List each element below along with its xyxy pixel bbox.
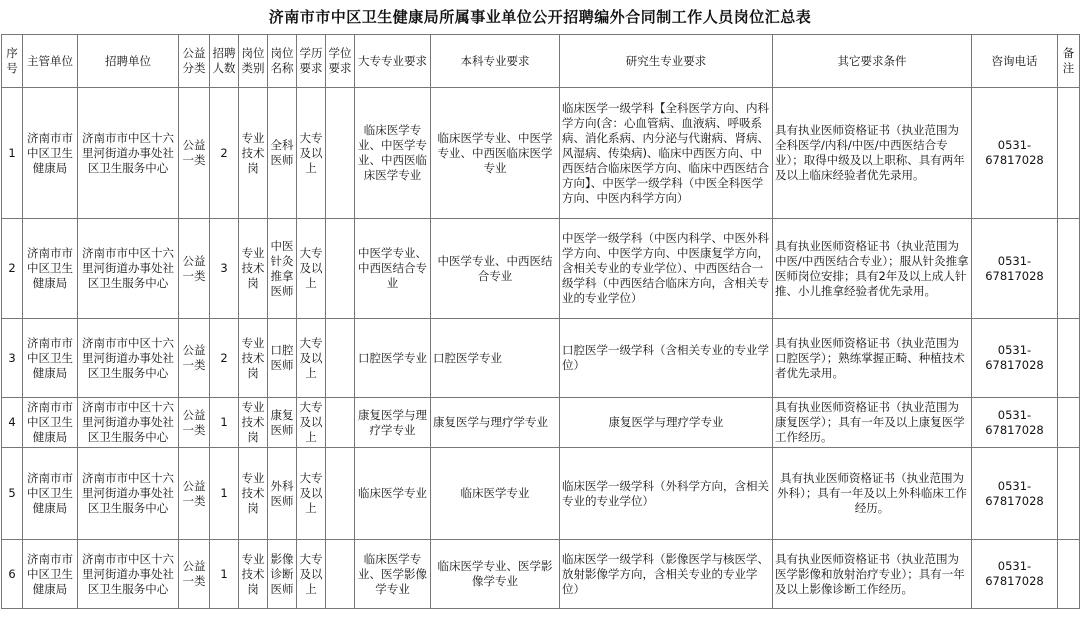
cell-major-graduate: 临床医学一级学科【全科医学方向、内科学方向(含：心血管病、血液病、呼吸系病、消化系病、内分泌与代谢病、肾病、风湿病、传染病)、临床中西医方向、中西医结合临床医学方向、临床中西医结合方向】、中医学一级学科（中医全科医学方向、中医内科学方向）: [560, 88, 773, 219]
header-cell: 大专专业要求: [355, 35, 431, 88]
cell-degree: [326, 398, 355, 448]
cell-post-type: 专业技术岗: [239, 219, 268, 319]
cell-major-graduate: 中医学一级学科（中医内科学、中医外科学方向、中医学方向、中医康复学方向，含相关专业的专业学位）、中西医结合一级学科（中西医结合临床方向，含相关专业的专业学位）: [560, 219, 773, 319]
cell-other: 具有执业医师资格证书（执业范围为口腔医学）；熟练掌握正畸、种植技术者优先录用。: [773, 319, 972, 398]
cell-phone: 0531-67817028: [972, 398, 1058, 448]
header-cell: 招聘单位: [78, 35, 179, 88]
cell-education: 大专及以上: [297, 540, 326, 609]
header-cell: 岗位名称: [268, 35, 297, 88]
cell-remark: [1058, 88, 1080, 219]
cell-degree: [326, 540, 355, 609]
cell-post-name: 康复医师: [268, 398, 297, 448]
table-row: [2, 319, 1080, 398]
header-cell: 序号: [2, 35, 23, 88]
cell-count: 2: [210, 88, 239, 219]
cell-dept: 济南市市中区卫生健康局: [23, 448, 78, 540]
table-row: [2, 219, 1080, 319]
cell-phone: 0531-67817028: [972, 319, 1058, 398]
cell-degree: [326, 88, 355, 219]
cell-other: 具有执业医师资格证书（执业范围为医学影像和放射治疗专业）；具有一年及以上影像诊断工作经历。: [773, 540, 972, 609]
cell-remark: [1058, 219, 1080, 319]
cell-education: 大专及以上: [297, 219, 326, 319]
header-cell: 本科专业要求: [431, 35, 560, 88]
header-cell: 主管单位: [23, 35, 78, 88]
cell-post-type: 专业技术岗: [239, 88, 268, 219]
header-cell: 学位要求: [326, 35, 355, 88]
cell-count: 1: [210, 448, 239, 540]
cell-post-name: 外科医师: [268, 448, 297, 540]
header-row: [2, 35, 1080, 88]
cell-major-college: 口腔医学专业: [355, 319, 431, 398]
cell-category: 公益一类: [179, 540, 210, 609]
cell-no: 3: [2, 319, 23, 398]
cell-no: 5: [2, 448, 23, 540]
cell-unit: 济南市市中区十六里河街道办事处社区卫生服务中心: [78, 219, 179, 319]
cell-no: 4: [2, 398, 23, 448]
cell-major-college: 康复医学与理疗学专业: [355, 398, 431, 448]
cell-dept: 济南市市中区卫生健康局: [23, 540, 78, 609]
cell-post-name: 口腔医师: [268, 319, 297, 398]
cell-category: 公益一类: [179, 448, 210, 540]
cell-remark: [1058, 319, 1080, 398]
cell-phone: 0531-67817028: [972, 540, 1058, 609]
cell-major-college: 临床医学专业: [355, 448, 431, 540]
cell-dept: 济南市市中区卫生健康局: [23, 219, 78, 319]
cell-major-bachelor: 临床医学专业、中医学专业、中西医临床医学专业: [431, 88, 560, 219]
header-cell: 备注: [1058, 35, 1080, 88]
cell-post-type: 专业技术岗: [239, 540, 268, 609]
cell-major-graduate: 康复医学与理疗学专业: [560, 398, 773, 448]
header-cell: 招聘人数: [210, 35, 239, 88]
cell-post-type: 专业技术岗: [239, 319, 268, 398]
cell-count: 1: [210, 540, 239, 609]
cell-degree: [326, 319, 355, 398]
cell-post-type: 专业技术岗: [239, 448, 268, 540]
positions-table: [1, 34, 1080, 609]
cell-unit: 济南市市中区十六里河街道办事处社区卫生服务中心: [78, 319, 179, 398]
cell-remark: [1058, 540, 1080, 609]
cell-other: 具有执业医师资格证书（执业范围为中医/中西医结合专业）；服从针灸推拿医师岗位安排；具有2年及以上成人针推、小儿推拿经验者优先录用。: [773, 219, 972, 319]
cell-post-type: 专业技术岗: [239, 398, 268, 448]
cell-major-college: 中医学专业、中西医结合专业: [355, 219, 431, 319]
cell-unit: 济南市市中区十六里河街道办事处社区卫生服务中心: [78, 540, 179, 609]
cell-education: 大专及以上: [297, 448, 326, 540]
table-row: [2, 540, 1080, 609]
cell-count: 1: [210, 398, 239, 448]
header-cell: 研究生专业要求: [560, 35, 773, 88]
cell-other: 具有执业医师资格证书（执业范围为康复医学）；具有一年及以上康复医学工作经历。: [773, 398, 972, 448]
cell-major-college: 临床医学专业、中医学专业、中西医临床医学专业: [355, 88, 431, 219]
cell-degree: [326, 448, 355, 540]
cell-dept: 济南市市中区卫生健康局: [23, 88, 78, 219]
cell-unit: 济南市市中区十六里河街道办事处社区卫生服务中心: [78, 398, 179, 448]
cell-unit: 济南市市中区十六里河街道办事处社区卫生服务中心: [78, 448, 179, 540]
header-cell: 岗位类别: [239, 35, 268, 88]
cell-post-name: 全科医师: [268, 88, 297, 219]
cell-education: 大专及以上: [297, 88, 326, 219]
cell-other: 具有执业医师资格证书（执业范围为全科医学/内科/中医/中西医结合专业）；取得中级及以上职称、具有两年及以上临床经验者优先录用。: [773, 88, 972, 219]
cell-education: 大专及以上: [297, 398, 326, 448]
cell-major-bachelor: 康复医学与理疗学专业: [431, 398, 560, 448]
page-title: 济南市市中区卫生健康局所属事业单位公开招聘编外合同制工作人员岗位汇总表: [268, 8, 812, 26]
cell-major-college: 临床医学专业、医学影像学专业: [355, 540, 431, 609]
cell-phone: 0531-67817028: [972, 88, 1058, 219]
cell-major-graduate: 临床医学一级学科（外科学方向，含相关专业的专业学位）: [560, 448, 773, 540]
cell-major-bachelor: 口腔医学专业: [431, 319, 560, 398]
cell-no: 6: [2, 540, 23, 609]
cell-unit: 济南市市中区十六里河街道办事处社区卫生服务中心: [78, 88, 179, 219]
header-cell: 咨询电话: [972, 35, 1058, 88]
cell-major-bachelor: 临床医学专业: [431, 448, 560, 540]
header-cell: 学历要求: [297, 35, 326, 88]
cell-category: 公益一类: [179, 219, 210, 319]
cell-dept: 济南市市中区卫生健康局: [23, 319, 78, 398]
header-cell: 其它要求条件: [773, 35, 972, 88]
cell-dept: 济南市市中区卫生健康局: [23, 398, 78, 448]
cell-no: 2: [2, 219, 23, 319]
table-row: [2, 398, 1080, 448]
cell-count: 2: [210, 319, 239, 398]
cell-major-bachelor: 中医学专业、中西医结合专业: [431, 219, 560, 319]
cell-count: 3: [210, 219, 239, 319]
cell-category: 公益一类: [179, 319, 210, 398]
cell-category: 公益一类: [179, 398, 210, 448]
cell-remark: [1058, 398, 1080, 448]
table-row: [2, 88, 1080, 219]
cell-education: 大专及以上: [297, 319, 326, 398]
cell-major-graduate: 口腔医学一级学科（含相关专业的专业学位）: [560, 319, 773, 398]
cell-phone: 0531-67817028: [972, 219, 1058, 319]
cell-major-bachelor: 临床医学专业、医学影像学专业: [431, 540, 560, 609]
cell-post-name: 中医针灸推拿医师: [268, 219, 297, 319]
cell-category: 公益一类: [179, 88, 210, 219]
cell-post-name: 影像诊断医师: [268, 540, 297, 609]
cell-other: 具有执业医师资格证书（执业范围为外科）；具有一年及以上外科临床工作经历。: [773, 448, 972, 540]
table-row: [2, 448, 1080, 540]
header-cell: 公益分类: [179, 35, 210, 88]
cell-remark: [1058, 448, 1080, 540]
cell-phone: 0531-67817028: [972, 448, 1058, 540]
cell-major-graduate: 临床医学一级学科（影像医学与核医学、放射影像学方向，含相关专业的专业学位）: [560, 540, 773, 609]
cell-degree: [326, 219, 355, 319]
cell-no: 1: [2, 88, 23, 219]
